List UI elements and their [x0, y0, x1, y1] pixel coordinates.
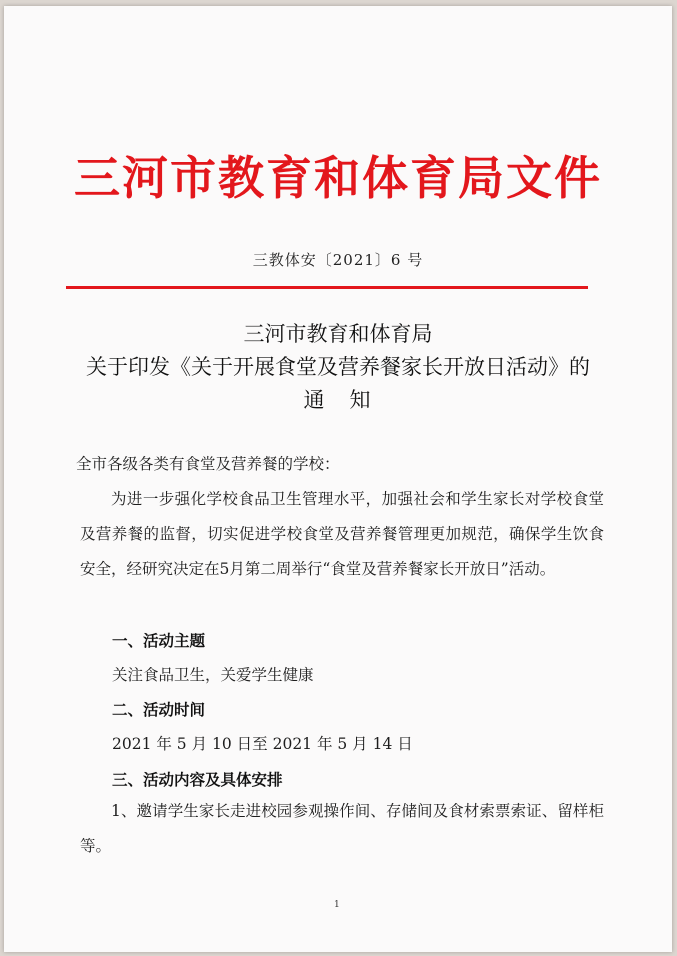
salutation: 全市各级各类有食堂及营养餐的学校： — [76, 455, 340, 473]
document-red-header: 三河市教育和体育局文件 — [74, 151, 602, 205]
section2-text: 2021 年 5 月 10 日至 2021 年 5 月 14 日 — [112, 735, 413, 753]
section3-heading: 三、活动内容及具体安排 — [112, 771, 283, 789]
section3-item1: 1、邀请学生家长走进校园参观操作间、存储间及食材索票索证、留样柜等。 — [80, 802, 604, 855]
document-page — [4, 6, 672, 952]
notice-title-line1: 三河市教育和体育局 — [243, 322, 433, 346]
document-number: 三教体安〔2021〕6 号 — [252, 251, 424, 269]
section2-heading: 二、活动时间 — [112, 701, 206, 719]
page-number: 1 — [334, 900, 340, 910]
notice-title-line3: 通 知 — [303, 388, 373, 412]
notice-title-line2: 关于印发《关于开展食堂及营养餐家长开放日活动》的 — [86, 355, 590, 379]
section1-heading: 一、活动主题 — [112, 632, 206, 650]
intro-paragraph: 为进一步强化学校食品卫生管理水平，加强社会和学生家长对学校食堂及营养餐的监督，切实促进学校食堂及营养餐管理更加规范，确保学生饮食安全，经研究决定在5月第二周举行“食堂及营养餐家长开放日”活动。 — [80, 490, 604, 578]
red-divider-line — [66, 286, 588, 289]
section1-text: 关注食品卫生，关爱学生健康 — [112, 666, 314, 684]
